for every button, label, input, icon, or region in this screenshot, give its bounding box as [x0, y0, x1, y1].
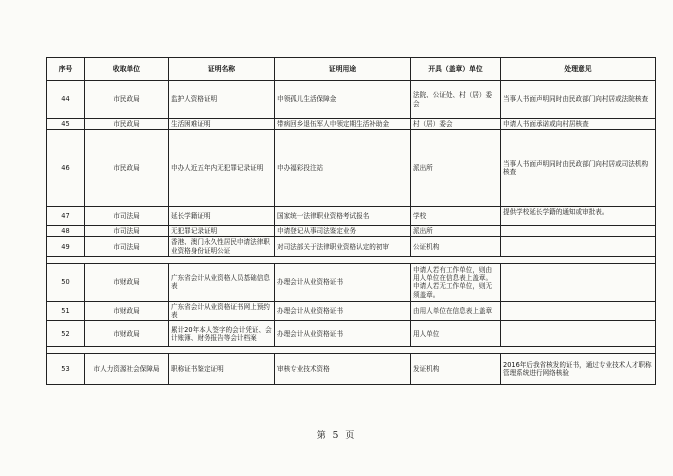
row-unit: 市财政局 [85, 301, 169, 320]
row-purpose: 审核专业技术资格 [275, 354, 411, 385]
header-purpose: 证明用途 [275, 58, 411, 81]
table-row [47, 81, 656, 119]
row-issuer: 法院、公证处、村（居）委会 [411, 81, 501, 119]
spacer-cell [47, 347, 656, 354]
table-row [47, 263, 656, 301]
table-row [47, 207, 656, 226]
row-unit: 市司法局 [85, 226, 169, 237]
row-name: 延长学籍证明 [169, 207, 275, 226]
row-name: 累计20年本人签字的会计凭证、会计账簿、财务报告等会计档案 [169, 321, 275, 347]
spacer-cell [47, 256, 656, 263]
row-name: 职称证书鉴定证明 [169, 354, 275, 385]
table-row [47, 237, 656, 256]
row-issuer: 申请人若有工作单位，则由用人单位在信息表上盖章。申请人若无工作单位，则无须盖章。 [411, 263, 501, 301]
table-row [47, 130, 656, 207]
row-no: 47 [47, 207, 85, 226]
row-purpose: 申请登记从事司法鉴定业务 [275, 226, 411, 237]
row-opinion: 当事人书面声明同时由民政部门向村居或法院核查 [501, 81, 656, 119]
row-purpose: 国家统一法律职业资格考试报名 [275, 207, 411, 226]
row-no: 50 [47, 263, 85, 301]
header-opinion: 处理意见 [501, 58, 656, 81]
row-issuer: 派出所 [411, 130, 501, 207]
page-number: 第 5 页 [316, 431, 357, 441]
row-no: 44 [47, 81, 85, 119]
row-unit: 市民政局 [85, 81, 169, 119]
row-no: 52 [47, 321, 85, 347]
row-purpose: 办理会计从业资格证书 [275, 301, 411, 320]
row-no: 51 [47, 301, 85, 320]
row-purpose: 办理会计从业资格证书 [275, 321, 411, 347]
table-row [47, 321, 656, 347]
row-name: 无犯罪记录证明 [169, 226, 275, 237]
table-spacer-row [47, 256, 656, 263]
row-no: 53 [47, 354, 85, 385]
row-purpose: 办理会计从业资格证书 [275, 263, 411, 301]
header-issuer: 开具（盖章）单位 [411, 58, 501, 81]
row-issuer: 发证机构 [411, 354, 501, 385]
row-opinion [501, 321, 656, 347]
header-no: 序号 [47, 58, 85, 81]
row-name: 广东省会计从业资格证书网上预约表 [169, 301, 275, 320]
row-purpose: 申领孤儿生活保障金 [275, 81, 411, 119]
certificate-table [46, 57, 656, 385]
row-issuer: 公证机构 [411, 237, 501, 256]
row-name: 生活困难证明 [169, 119, 275, 130]
row-unit: 市司法局 [85, 207, 169, 226]
row-no: 48 [47, 226, 85, 237]
table-row [47, 119, 656, 130]
row-issuer: 由用人单位在信息表上盖章 [411, 301, 501, 320]
row-unit: 市财政局 [85, 263, 169, 301]
header-name: 证明名称 [169, 58, 275, 81]
row-no: 49 [47, 237, 85, 256]
row-opinion: 当事人书面声明同时由民政部门向村居或司法机构核查 [501, 130, 656, 207]
row-opinion [501, 301, 656, 320]
row-unit: 市民政局 [85, 119, 169, 130]
row-issuer: 派出所 [411, 226, 501, 237]
table-row [47, 226, 656, 237]
row-issuer: 用人单位 [411, 321, 501, 347]
row-issuer: 村（居）委会 [411, 119, 501, 130]
row-no: 45 [47, 119, 85, 130]
row-no: 46 [47, 130, 85, 207]
row-unit: 市财政局 [85, 321, 169, 347]
row-name: 广东省会计从业资格人员基础信息表 [169, 263, 275, 301]
row-purpose: 带病回乡退伍军人申领定期生活补助金 [275, 119, 411, 130]
row-name: 监护人资格证明 [169, 81, 275, 119]
row-opinion [501, 226, 656, 237]
table-row [47, 301, 656, 320]
row-purpose: 对司法部关于法律职业资格认定的初审 [275, 237, 411, 256]
row-opinion: 2016年后我省核发的证书，通过专业技术人才职称管理系统进行网络核验 [501, 354, 656, 385]
row-opinion: 提供学校延长学籍的通知或审批表。 [501, 207, 656, 226]
table-row [47, 354, 656, 385]
row-opinion [501, 263, 656, 301]
row-name: 香港、澳门永久性居民申请法律职业资格身份证明公证 [169, 237, 275, 256]
row-opinion [501, 237, 656, 256]
table-spacer-row [47, 347, 656, 354]
row-opinion: 申请人书面承诺或向村居核查 [501, 119, 656, 130]
row-name: 申办人近五年内无犯罪记录证明 [169, 130, 275, 207]
row-unit: 市人力资源社会保障局 [85, 354, 169, 385]
table-header-row [47, 58, 656, 81]
row-issuer: 学校 [411, 207, 501, 226]
header-unit: 收取单位 [85, 58, 169, 81]
row-unit: 市司法局 [85, 237, 169, 256]
row-purpose: 申办福彩投注站 [275, 130, 411, 207]
row-unit: 市民政局 [85, 130, 169, 207]
